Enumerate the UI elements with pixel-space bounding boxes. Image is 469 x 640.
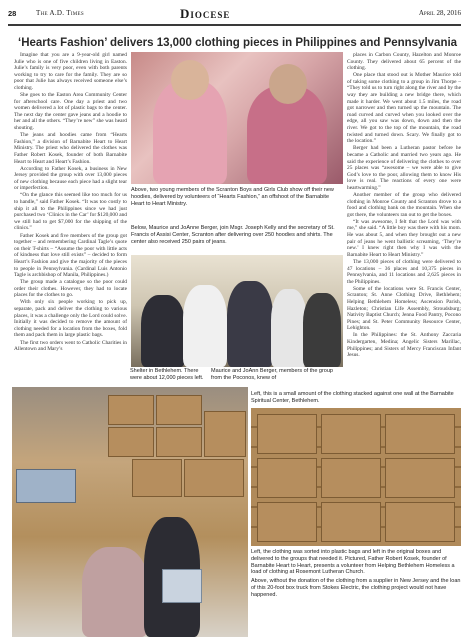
paragraph: Father Kosek and five members of the group got together – and remembering Cardinal Tagle’s quote on their T-shirts – “Assume the poor with little acts of kindness that love still exists” – decided to form Heart’s Fashion and give the majority of the pieces to people in Pennsylvania. (Cardinal Luis Antonio Tagle is archbishop of Manila, Philippines.)	[14, 232, 127, 279]
paragraph: The group made a catalogue so the poor could order their clothes. However, they had to locate places for the clothes to go.	[14, 279, 127, 299]
article-headline: ‘Hearts Fashion’ delivers 13,000 clothing pieces in Philippines and Pennsylvania	[18, 37, 458, 49]
clothing-box	[156, 427, 202, 457]
paragraph: The jeans and hoodies came from “Hearts Fashion,” a division of Barnabite Heart to Heart Ministry. The priest who delivered the clothes was Father Robert Kosek, founder of both Barnabite Heart to Heart and Heart’s Fashion.	[14, 132, 127, 165]
issue-date: April 28, 2016	[418, 9, 461, 17]
paragraph: “On the glance this seemed like too much for us to handle,” said Father Kosek. “It was too costly to ship it all to the Philippines since we had just purchased two ‘Clinics in the Car’ for $120,000 and we still had to get $7,000 for the shipping of the clinics.”	[14, 192, 127, 232]
paragraph: With only six people working to pick up, separate, pack and deliver the clothing to various places, it was a challenge only the Lord could solve. Initially it was decided to remove the amount of clothing needed for a location from the boxes, fold them and pack them in large plastic bags.	[14, 299, 127, 339]
person-figure	[303, 293, 341, 367]
paragraph: According to Father Kosek, a business in New Jersey provided the group with over 13,000 pieces of new clothing because each piece had a slight tear or imperfection.	[14, 165, 127, 192]
person-figure	[227, 281, 273, 367]
paragraph: She goes to the Easton Area Community Center for afterschool care. One day a priest and two women delivered a lot of plastic bags to the center. The next day the center gave jeans and a hoodie to her and all the others. “They’re new” she was heard shouting.	[14, 92, 127, 132]
page-number: 28	[8, 9, 17, 18]
person-figure	[271, 289, 307, 367]
child-face	[269, 64, 307, 104]
child-face	[171, 60, 209, 100]
clothing-box	[132, 459, 182, 497]
clothing-box	[385, 458, 455, 498]
section-title: Diocese	[180, 6, 231, 21]
clothing-box	[385, 414, 455, 454]
clothing-box	[108, 395, 154, 425]
caption-kids: Above, two young members of the Scranton Boys and Girls Club show off their new hoodies, delivered by volunteers of “Hearts Fashion,” an offshoot of the Barnabite Heart to Heart Ministry.	[131, 187, 334, 207]
clothing-box	[257, 502, 317, 542]
caption-sorting: Left, the clothing was sorted into plastic bags and left in the original boxes and delivered to the groups that needed it. Pictured, Father Robert Kosek, founder of Barnabite Heart to Heart, presents a volunteer from Helping Bethlehem Homeless a load of clothing at Rosemont Lutheran Church.	[251, 549, 455, 576]
caption-nuns: Below, Maurice and JoAnne Berger, join Msgr. Joseph Kelly and the secretary of St. Francis of Assisi Center, Scranton after delivering over 250 hoodies and shirts. The center also received 250 pairs of jeans.	[131, 225, 335, 245]
publication-name: The A.D. Times	[36, 9, 84, 17]
caption-maurice: Maurice and JoAnn Berger, members of the group from the Poconos, knew of	[211, 368, 333, 381]
clothing-box	[321, 458, 381, 498]
photo-group-delivery	[131, 255, 343, 367]
article-column-4	[347, 52, 461, 367]
paragraph: Berger had been a Lutheran pastor before he became a Catholic and married two years ago. He said the experience of delivering the clothes to over 25 places was “awesome – we were able to give God’s love to the poor, allowing them to know His love is real. The reactions of every one were heartwarming.”	[347, 145, 461, 191]
paragraph: Another member of the group who delivered clothing in Monroe County and Scranton drove to a food and clothing bank on the mountain. When she got there, the volunteers ran out to get the boxes.	[347, 191, 461, 218]
clothing-box	[321, 502, 381, 542]
photo-kids-hoodies	[131, 52, 343, 184]
photo-clothing-sorting	[12, 387, 248, 637]
clothing-box	[257, 458, 317, 498]
clothing-box	[257, 414, 317, 454]
clothing-bag	[16, 469, 76, 503]
clothing-box	[156, 395, 202, 425]
caption-truck: Above, without the donation of the clothing from a supplier in New Jersey and the loan of this 20-foot box truck from Stokes Electric, the clothing project would not have happened.	[251, 578, 461, 598]
clothing-bag	[162, 569, 202, 603]
person-figure	[141, 295, 185, 367]
caption-bottom	[251, 549, 461, 599]
paragraph: In the Philippines: the St. Anthony Zaccaria Kindergarten, Medina; Angelic Sisters Marillac, Philippines; and Sisters of Mercy Franciscan Infant Jesus.	[347, 332, 461, 359]
paragraph: Some of the locations were St. Francis Center, Scranton; St. Anne Clothing Drive, Bethlehem; Helping Bethlehem Homeless; Ascension Parish, Hazleton; Christian Life Assembly, Stroudsburg; Nativity Baptist Church; Jenna Food Pantry, Pocono Pines; and St. Peter Community Resource Center, Lehighton.	[347, 285, 461, 332]
paragraph: One place that stood out is Mother Maurice told of taking some clothing to a group in Jim Thorpe – “They told us to turn right along the river and by the way they are building a new bridge there, which made it harder. We went about 1.5 miles, the road got narrower and then turned up the mountain. The road curved and curved when you looked over the edge, all you saw was down, down and then the river. We got to the top of the mountain, the road twisted and turned down. Scary. We finally got to the location.”	[347, 72, 461, 145]
paragraph: Imagine that you are a 9-year-old girl named Julie who is one of five children living in Easton. Julie’s family is very poor, even with both parents working to try to care for the family. They are so poor that Julie has always received someone else’s clothing.	[14, 52, 127, 91]
paragraph: places in Carbon County, Hazelton and Monroe County. They delivered about 65 percent of the clothing.	[347, 52, 461, 72]
article-column-1	[14, 52, 127, 440]
paragraph: The 13,000 pieces of clothing were delivered to 47 locations – 36 places and 10,375 pieces in Pennsylvania, and 11 locations and 2,625 pieces in the Philippines.	[347, 258, 461, 285]
paragraph: “It was awesome, I felt that the Lord was with me,” she said. “A little boy was there with his mom. He was about 5, and when they brought out a new pair of jeans he went ballistic screaming, ‘They’re new.’ I knew right then why I was with the Barnabite Heart to Heart Ministry.”	[347, 218, 461, 258]
clothing-box	[184, 459, 244, 497]
clothing-box	[385, 502, 455, 542]
caption-shelter: Shelter in Bethlehem. There were about 12,000 pieces left.	[130, 368, 204, 381]
clothing-box	[108, 427, 154, 457]
paragraph: The first two orders went to Catholic Charities in Allentown and Mary’s	[14, 339, 127, 353]
person-figure	[183, 285, 227, 367]
volunteer-figure	[82, 547, 148, 637]
clothing-box	[204, 411, 246, 457]
clothing-box	[321, 414, 381, 454]
page-header	[8, 4, 461, 26]
caption-stacked-clothing: Left, this is a small amount of the clothing stacked against one wall at the Barnabite Spiritual Center, Bethlehem.	[251, 391, 454, 404]
photo-box-truck	[251, 408, 461, 546]
